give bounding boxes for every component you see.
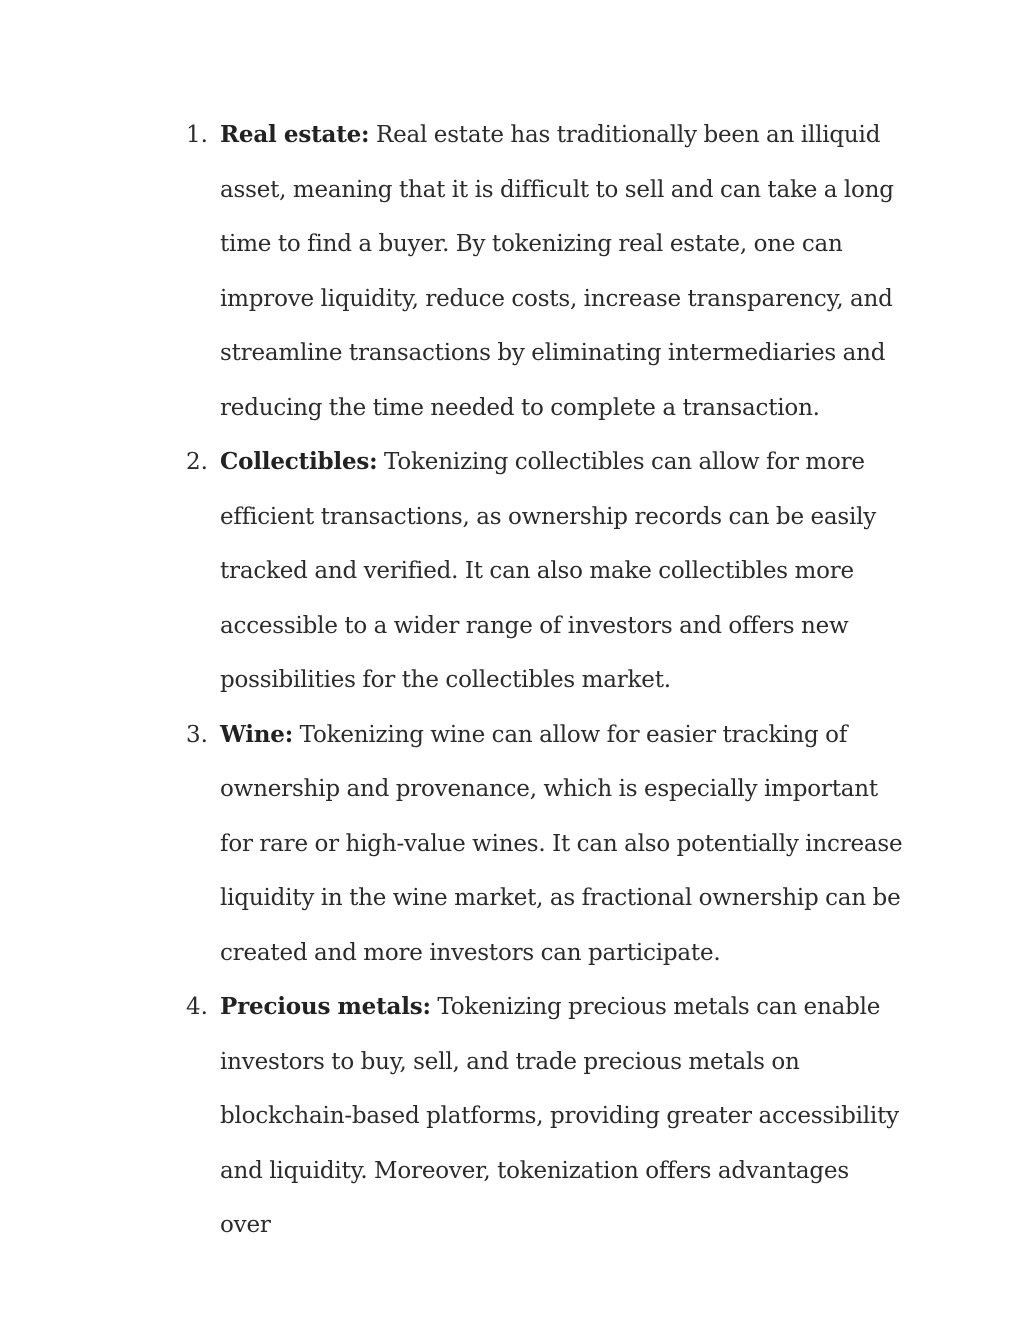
list-number: 1.: [186, 122, 208, 148]
item-label: Real estate:: [220, 121, 370, 148]
list-item-text: [220, 980, 906, 1253]
list-number: 2.: [186, 449, 208, 475]
list-item-wine: [186, 708, 906, 981]
item-body: Tokenizing precious metals can enable investors to buy, sell, and trade precious metals on blockchain-based platforms, providing greater accessibility and liquidity. Moreover, tokenization offers advantages over: [220, 994, 899, 1238]
list-number: 4.: [186, 994, 208, 1020]
list-item-precious-metals: [186, 980, 906, 1253]
list-item-text: [220, 435, 906, 708]
asset-list: [186, 108, 906, 1253]
item-label: Precious metals:: [220, 993, 431, 1020]
item-label: Wine:: [220, 720, 294, 748]
item-label: Collectibles:: [220, 448, 378, 475]
item-body: Tokenizing wine can allow for easier tracking of ownership and provenance, which is especially important for rare or high-value wines. It can also potentially increase liquidity in the wine market, as fractional ownership can be created and more investors can participate.: [220, 721, 903, 966]
list-item-real-estate: [186, 108, 906, 435]
list-item-text: [220, 708, 906, 981]
list-item-collectibles: [186, 435, 906, 708]
item-body: Real estate has traditionally been an illiquid asset, meaning that it is difficult to sell and can take a long time to find a buyer. By tokenizing real estate, one can improve liquidity, reduce costs, increase transparency, and streamline transactions by eliminating intermediaries and reducing the time needed to complete a transaction.: [220, 122, 894, 421]
list-item-text: [220, 108, 906, 435]
item-body: Tokenizing collectibles can allow for more efficient transactions, as ownership records can be easily tracked and verified. It can also make collectibles more accessible to a wider range of investors and offers new possibilities for the collectibles market.: [220, 449, 877, 693]
list-number: 3.: [186, 721, 208, 748]
